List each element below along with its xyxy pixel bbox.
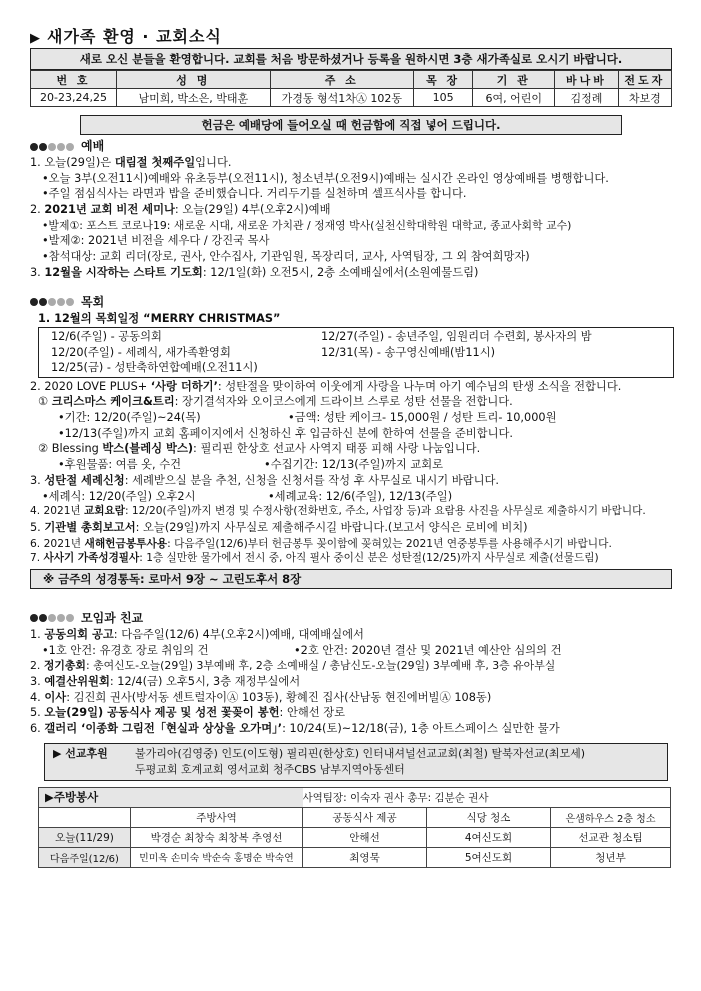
ministry-sub-1: ① 크리스마스 케이크&트리: 장기결석자와 오이코스에게 드라이브 스루로 성탄 선물을 전합니다.	[38, 395, 513, 409]
worship-bullet: •주일 점심식사는 라면과 밥을 준비했습니다. 거리두기를 실천하며 셀프식사를 합니다.	[42, 187, 467, 201]
worship-bullet: •발제①: 포스트 코로나19: 새로운 시대, 새로운 가치관 / 정재영 박사(실천신학대학원 대학교, 종교사회학 교수)	[42, 218, 572, 232]
worship-item-2: 2. 2021년 교회 비전 세미나: 오늘(29일) 4부(오후2시)예배	[30, 203, 331, 217]
mission-list: 불가리아(김영중) 인도(이도형) 필리핀(한상호) 인터내셔널선교교회(최철) 탈북자선교(최모세)	[135, 746, 586, 760]
table-cell: 안해선	[303, 827, 427, 847]
table-cell: 5여신도회	[427, 847, 551, 867]
table-cell: 20-23,24,25	[31, 89, 117, 107]
meetings-heading-text: 모임과 친교	[81, 610, 144, 625]
meetings-item-1: 1. 공동의회 공고: 다음주일(12/6) 4부(오후2시)예배, 대예배실에서	[30, 627, 364, 641]
column-header: 성 명	[117, 71, 271, 89]
table-cell: 남미희, 박소은, 박태훈	[117, 89, 271, 107]
schedule-entry: 12/25(금) - 성탄축하연합예배(오전11시)	[51, 361, 258, 375]
bullet-dots-icon	[30, 293, 75, 311]
ministry-heading-text: 목회	[81, 294, 105, 309]
ministry-item-2: 2. 2020 LOVE PLUS+ ‘사랑 더하기’: 성탄절을 맞이하여 이웃에게 사랑을 나누며 아기 예수님의 탄생 소식을 전합니다.	[30, 379, 622, 393]
meetings-item-5: 5. 오늘(29일) 공동식사 제공 및 성전 꽃꽂이 봉헌: 안해선 장로	[30, 706, 346, 720]
section-title	[30, 26, 672, 48]
table-cell: 105	[413, 89, 472, 107]
ministry-item-3: 3. 성탄절 세례신청: 세례받으실 분을 추천, 신청을 신청서를 작성 후 사무실로 내시기 바랍니다.	[30, 473, 499, 487]
table-cell: 4여신도회	[427, 827, 551, 847]
column-header: 바나바	[555, 71, 618, 89]
worship-item-3: 3. 12월을 시작하는 스타트 기도회: 12/1일(화) 오전5시, 2층 소예배실에서(소원예물드림)	[30, 265, 479, 279]
weekly-bible-reading: ※ 금주의 성경통독: 로마서 9장 ~ 고린도후서 8장	[30, 569, 672, 589]
schedule-entry: 12/31(목) - 송구영신예배(밤11시)	[321, 345, 496, 359]
table-cell: 김정례	[555, 89, 618, 107]
schedule-entry: 12/6(주일) - 공동의회	[51, 330, 162, 344]
december-schedule-box	[38, 327, 674, 378]
table-cell: 차보경	[618, 89, 671, 107]
column-header: 기 관	[473, 71, 555, 89]
meetings-item-3: 3. 예결산위원회: 12/4(금) 오후5시, 3층 재정부실에서	[30, 675, 301, 688]
worship-heading-text: 예배	[81, 139, 105, 153]
table-cell: 가경동 형석1차Ⓐ 102동	[270, 89, 413, 107]
schedule-entry: 12/27(주일) - 송년주일, 임원리더 수련회, 봉사자의 밤	[321, 330, 592, 344]
kitchen-leaders: 사역팀장: 이숙자 권사 총무: 김분순 권사	[303, 787, 671, 807]
bullet-dots-icon	[30, 138, 75, 156]
arrow-icon: ▶	[30, 31, 41, 46]
ministry-item-1: 1. 12월의 목회일정 “MERRY CHRISTMAS”	[38, 311, 281, 325]
table-cell: 다음주일(12/6)	[39, 847, 131, 867]
kitchen-title: ▶주방봉사	[39, 787, 303, 807]
meetings-item-4: 4. 이사: 김진희 권사(방서동 센트럴자이Ⓐ 103동), 황혜진 집사(산남동 현진에버빌Ⓐ 108동)	[30, 690, 492, 704]
worship-bullet: •발제②: 2021년 비전을 세우다 / 강진국 목사	[42, 234, 270, 248]
table-row	[39, 847, 671, 867]
schedule-entry: 12/20(주일) - 세례식, 새가족환영회	[51, 345, 231, 359]
worship-bullet: •오늘 3부(오전11시)예배와 유초등부(오전11시), 청소년부(오전9시)예배는 실시간 온라인 영상예배를 병행합니다.	[42, 171, 609, 185]
offering-notice: 헌금은 예배당에 들어오실 때 헌금함에 직접 넣어 드립니다.	[80, 115, 622, 135]
table-row	[39, 827, 671, 847]
meetings-heading	[30, 609, 672, 627]
column-header: 은샘하우스 2층 청소	[551, 807, 671, 827]
meetings-item-1-details: •1호 안건: 유경호 장로 취임의 건 •2호 안건: 2020년 결산 및 2021년 예산안 심의의 건	[42, 643, 562, 657]
column-header: 전도자	[618, 71, 671, 89]
ministry-item-6: 6. 2021년 새해헌금봉투사용: 다음주일(12/6)부터 헌금봉투 꽂이함에 꽂혀있는 2021년 연중봉투를 사용해주시기 바랍니다.	[30, 536, 612, 550]
column-header: 주 소	[270, 71, 413, 89]
kitchen-title-row	[39, 787, 671, 807]
ministry-sub-2-details: •후원물품: 여름 옷, 수건 •수집기간: 12/13(주일)까지 교회로	[58, 458, 444, 472]
ministry-sub-1-note: •12/13(주일)까지 교회 홈페이지에서 신청하신 후 입금하신 분에 한하여 선물을 준비합니다.	[58, 426, 513, 440]
section-title-text: 새가족 환영 · 교회소식	[47, 27, 222, 46]
worship-item-1: 1. 오늘(29일)은 대림절 첫째주일입니다.	[30, 156, 232, 169]
mission-list: 두평교회 호계교회 영서교회 청주CBS 남부지역아동센터	[135, 762, 405, 776]
table-row	[31, 89, 672, 107]
ministry-sub-1-details: •기간: 12/20(주일)~24(목) •금액: 성탄 케이크- 15,000원 / 성탄 트리- 10,000원	[58, 411, 557, 425]
table-cell: 청년부	[551, 847, 671, 867]
ministry-item-4: 4. 2021년 교회요람: 12/20(주일)까지 변경 및 수정사항(전화번호, 주소, 사업장 등)과 요람용 사진을 사무실로 제출하시기 바랍니다.	[30, 505, 646, 518]
meetings-item-2: 2. 정기총회: 총여신도-오늘(29일) 3부예배 후, 2층 소예배실 / 총남신도-오늘(29일) 3부예배 후, 3층 유아부실	[30, 659, 556, 673]
column-header: 목 장	[413, 71, 472, 89]
ministry-sub-2: ② Blessing 박스(블레싱 박스): 필리핀 한상호 선교사 사역지 태풍 피해 사랑 나눔입니다.	[38, 442, 481, 456]
table-cell: 민미옥 손미숙 박순숙 홍명순 박숙연	[131, 847, 303, 867]
ministry-item-5: 5. 기관별 총회보고서: 오늘(29일)까지 사무실로 제출해주시길 바랍니다.(보고서 양식은 로비에 비치)	[30, 520, 528, 534]
column-header: 식당 청소	[427, 807, 551, 827]
newcomer-table	[30, 70, 672, 107]
table-cell: 오늘(11/29)	[39, 827, 131, 847]
table-header-row	[31, 71, 672, 89]
column-header: 번 호	[31, 71, 117, 89]
meetings-item-6: 6. 갤러리 ‘이종화 그림전「현실과 상상을 오가며」’: 10/24(토)~12/18(금), 1층 아트스페이스 실만한 물가	[30, 722, 560, 736]
column-header: 공동식사 제공	[303, 807, 427, 827]
bulletin-page	[30, 26, 672, 868]
kitchen-service-table	[38, 787, 671, 868]
table-cell: 박경순 최창숙 최창복 추영선	[131, 827, 303, 847]
bullet-dots-icon	[30, 609, 75, 627]
column-header: 주방사역	[131, 807, 303, 827]
mission-support-box	[44, 743, 668, 781]
ministry-item-7: 7. 사사기 가족성경필사: 1층 실만한 물가에서 전시 중, 아직 필사 중이신 분은 성탄절(12/25)까지 사무실로 제출(선물드림)	[30, 552, 599, 565]
table-cell: 선교관 청소팀	[551, 827, 671, 847]
ministry-heading	[30, 293, 672, 311]
table-header-row	[39, 807, 671, 827]
worship-bullet: •참석대상: 교회 리더(장로, 권사, 안수집사, 기관임원, 목장리더, 교사, 사역팀장, 그 외 참여희망자)	[42, 250, 530, 264]
newcomer-banner: 새로 오신 분들을 환영합니다. 교회를 처음 방문하셨거나 등록을 원하시면 3층 새가족실로 오시기 바랍니다.	[30, 48, 672, 70]
table-cell: 최영묵	[303, 847, 427, 867]
worship-heading	[30, 137, 672, 155]
column-header	[39, 807, 131, 827]
ministry-item-3-details: •세례식: 12/20(주일) 오후2시 •세례교육: 12/6(주일), 12/13(주일)	[42, 489, 453, 503]
table-cell: 6여, 어린이	[473, 89, 555, 107]
mission-label: ▶ 선교후원	[53, 746, 108, 760]
